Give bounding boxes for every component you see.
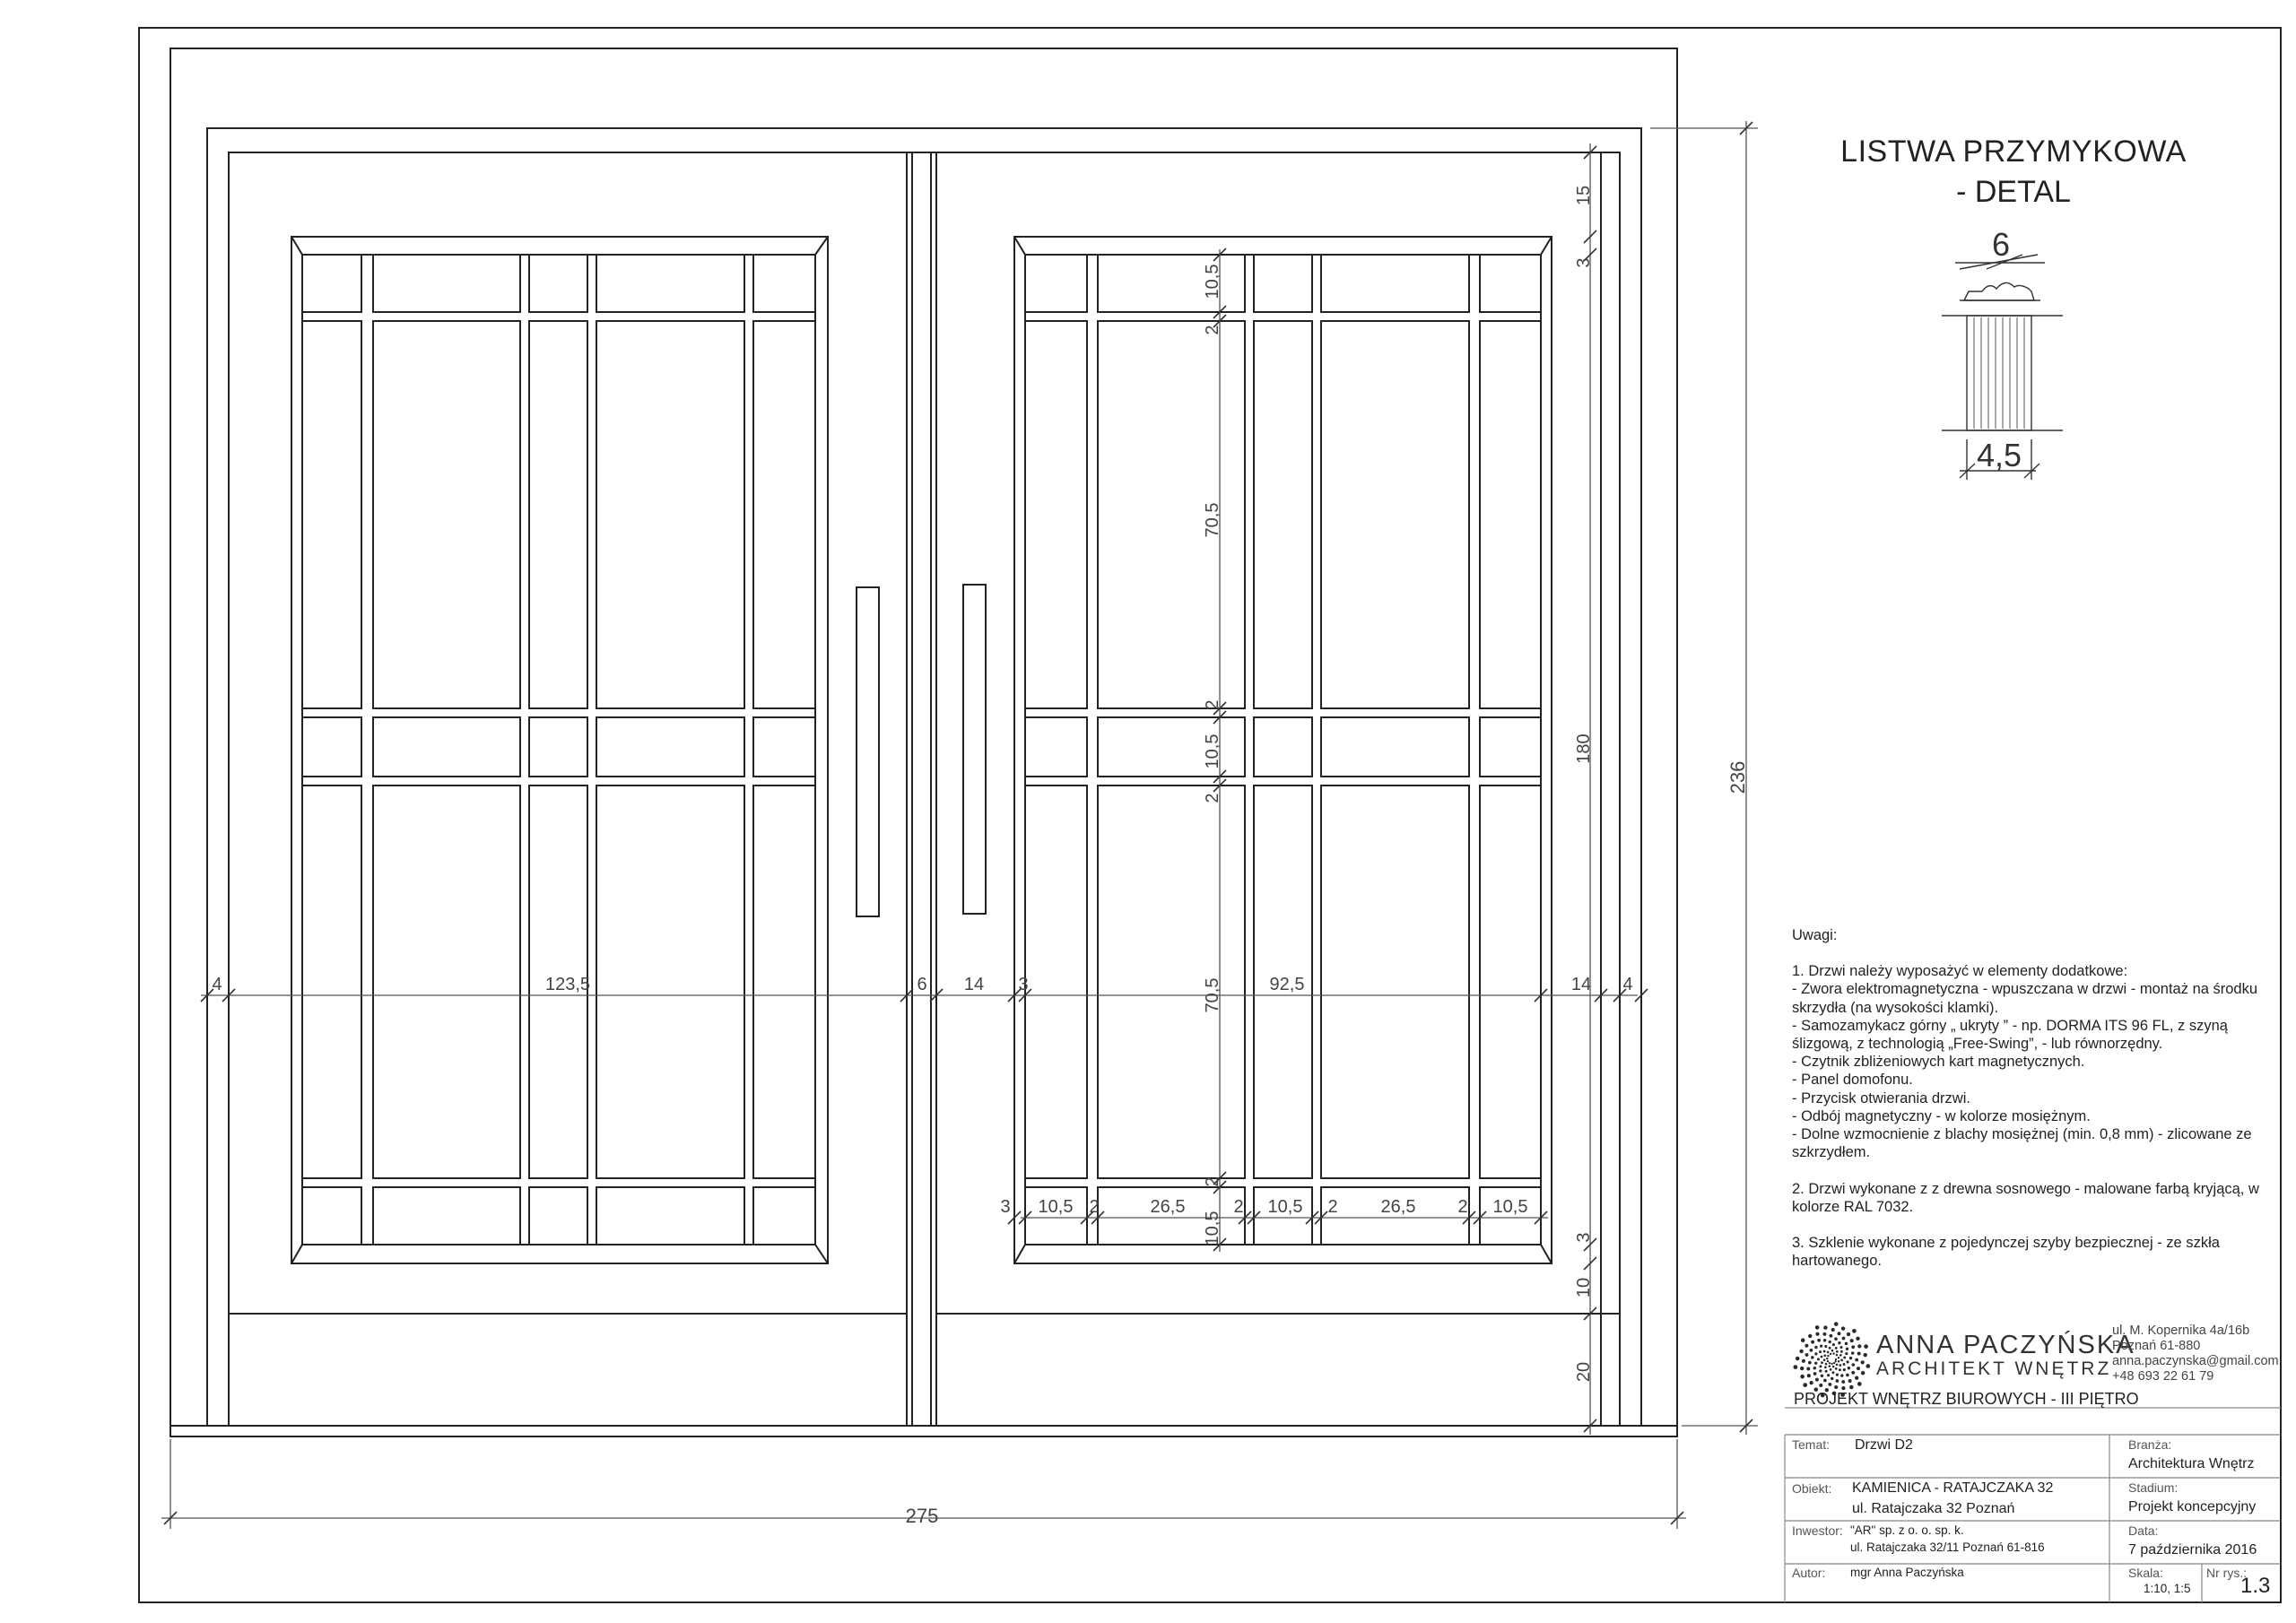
logo-dot (1815, 1325, 1820, 1330)
logo-dot (1857, 1382, 1862, 1386)
glass-pane (302, 1187, 361, 1245)
inwestor-label: Inwestor: (1792, 1523, 1843, 1538)
logo-dot (1829, 1362, 1831, 1364)
dim-right-14b: 14 (1570, 975, 1592, 994)
notes-line: 3. Szklenie wykonane z pojedynczej szyby bezpiecznej - ze szkła (1792, 1235, 2220, 1252)
glass-pane (596, 717, 744, 777)
logo-dot (1823, 1325, 1827, 1329)
logo-dot (1863, 1353, 1866, 1357)
notes-line: - Dolne wzmocnienie z blachy mosiężnej (min. 0,8 mm) - zlicowane ze (1792, 1126, 2252, 1143)
glass-pane (1480, 255, 1541, 312)
logo-dot (1815, 1332, 1819, 1336)
logo-dot (1813, 1372, 1817, 1376)
glass-pane (1480, 717, 1541, 777)
logo-dot (1840, 1374, 1843, 1376)
dim-left-width: 123,5 (544, 975, 591, 994)
glass-pane (1025, 717, 1087, 777)
nr-label: Nr rys.: (2206, 1566, 2248, 1580)
notes-line: 1. Drzwi należy wyposażyć w elementy dodatkowe: (1792, 963, 2128, 980)
logo-dot (1823, 1339, 1827, 1342)
logo-dot (1855, 1376, 1858, 1380)
logo-dot (1843, 1363, 1846, 1366)
temat-label: Temat: (1792, 1437, 1831, 1452)
drawing-number: 1.3 (2240, 1574, 2271, 1598)
logo-dot (1829, 1341, 1831, 1343)
glass-pane (1098, 321, 1245, 708)
glass-pane (1321, 321, 1469, 708)
contact-phone: +48 693 22 61 79 (2112, 1369, 2214, 1384)
skala-value: 1:10, 1:5 (2144, 1582, 2191, 1595)
logo-dot (1817, 1339, 1821, 1342)
dim-g-10-5c: 10,5 (1203, 1211, 1222, 1246)
logo-dot (1817, 1358, 1820, 1360)
dim-g-2a: 2 (1203, 325, 1222, 335)
branza-value: Architektura Wnętrz (2128, 1456, 2255, 1471)
logo-dot (1847, 1332, 1850, 1336)
logo-dot (1836, 1350, 1839, 1353)
dim-h-3: 3 (1000, 1197, 1011, 1217)
data-label: Data: (2128, 1523, 2159, 1538)
logo-dot (1842, 1337, 1846, 1341)
logo-dot (1840, 1350, 1843, 1353)
logo-dot (1799, 1350, 1803, 1353)
logo-dot (1832, 1371, 1835, 1374)
logo-dot (1839, 1364, 1841, 1367)
logo-dot (1800, 1367, 1804, 1370)
logo-name: ANNA PACZYŃSKA (1876, 1331, 2135, 1359)
logo-dot (1849, 1385, 1854, 1390)
logo-dot (1850, 1339, 1854, 1342)
logo-dot (1852, 1363, 1856, 1367)
dim-mullion: 6 (917, 975, 927, 994)
glass-pane (373, 785, 520, 1178)
dim-g-70-5b: 70,5 (1203, 977, 1222, 1013)
logo-dot (1864, 1344, 1868, 1349)
logo-dot (1819, 1369, 1822, 1372)
logo-dot (1857, 1351, 1861, 1355)
skala-label: Skala: (2128, 1566, 2163, 1580)
logo-dot (1857, 1344, 1861, 1348)
logo-dot (1856, 1337, 1859, 1341)
glass-pane (753, 321, 815, 708)
glass-pane (1254, 321, 1312, 708)
right-glazing-panel (1014, 237, 1552, 1263)
temat-value: Drzwi D2 (1855, 1437, 1913, 1453)
glass-pane (373, 1187, 520, 1245)
logo-dot (1821, 1361, 1823, 1364)
glass-pane (1098, 717, 1245, 777)
logo-dot (1847, 1360, 1849, 1363)
logo-dot (1813, 1367, 1816, 1369)
left-glazing-panel (291, 237, 828, 1263)
glass-pane (529, 717, 587, 777)
glass-pane (596, 785, 744, 1178)
logo-dot (1823, 1358, 1826, 1361)
logo-dot (1836, 1379, 1839, 1383)
notes-line: szkrzydłem. (1792, 1144, 1871, 1161)
obiekt-label: Obiekt: (1792, 1481, 1832, 1496)
logo-dot (1802, 1359, 1805, 1363)
logo-dot (1814, 1352, 1817, 1355)
notes-line: - Panel domofonu. (1792, 1072, 1913, 1089)
notes-line: - Przycisk otwierania drzwi. (1792, 1089, 1970, 1107)
notes-line: hartowanego. (1792, 1253, 1882, 1270)
logo-dot (1824, 1367, 1827, 1369)
logo-dot (1806, 1367, 1810, 1371)
logo-dot (1835, 1367, 1838, 1370)
threshold (170, 1426, 1677, 1436)
logo-dot (1829, 1365, 1831, 1367)
logo-dot (1805, 1353, 1809, 1357)
glass-pane (1254, 717, 1312, 777)
detail-dim-top: 6 (1991, 226, 2011, 263)
glass-pane (373, 255, 520, 312)
logo-dot (1820, 1344, 1822, 1347)
logo-dot (1826, 1358, 1828, 1359)
notes-line (1792, 1161, 2267, 1179)
glass-pane (1321, 717, 1469, 777)
dim-h-26-5b: 26,5 (1380, 1197, 1416, 1217)
detail-subtitle: - DETAL (1956, 175, 2071, 209)
logo-dot (1828, 1383, 1831, 1386)
glass-pane (373, 321, 520, 708)
glass-pane (1098, 255, 1245, 312)
glass-pane (302, 255, 361, 312)
logo-subtitle: ARCHITEKT WNĘTRZ (1876, 1358, 2112, 1379)
logo-dot (1852, 1329, 1857, 1333)
logo-dot (1851, 1371, 1855, 1375)
glass-pane (596, 1187, 744, 1245)
notes-line: - Odbój magnetyczny - w kolorze mosiężnym. (1792, 1107, 2091, 1124)
logo-dot (1831, 1328, 1835, 1332)
glass-pane (753, 255, 815, 312)
logo-dot (1832, 1352, 1834, 1354)
logo-dot (1821, 1375, 1823, 1377)
glass-pane (596, 255, 744, 312)
logo-dot (1805, 1344, 1808, 1348)
logo-dot (1848, 1379, 1852, 1383)
logo-dot (1846, 1374, 1849, 1377)
logo-dot (1810, 1349, 1813, 1352)
logo-dot (1825, 1363, 1828, 1366)
logo-dot (1819, 1384, 1822, 1387)
dim-v-15: 15 (1574, 185, 1594, 206)
notes-line: skrzydła (na wysokości klamki). (1792, 999, 1999, 1016)
glass-pane (753, 1187, 815, 1245)
dim-g-2b: 2 (1203, 699, 1222, 710)
logo-dot (1832, 1366, 1835, 1368)
obiekt-value-2: ul. Ratajczaka 32 Poznań (1852, 1501, 2015, 1516)
dim-v-10: 10 (1574, 1277, 1594, 1298)
project-title: PROJEKT WNĘTRZ BIUROWYCH - III PIĘTRO (1794, 1390, 2139, 1408)
notes-lines (1792, 962, 2267, 1270)
dim-h-26-5a: 26,5 (1150, 1197, 1186, 1217)
logo-dot (1811, 1341, 1814, 1344)
logo-dot (1861, 1371, 1866, 1376)
notes-line: kolorze RAL 7032. (1792, 1198, 1914, 1215)
logo-dot (1834, 1337, 1838, 1341)
stadium-label: Stadium: (2128, 1480, 2179, 1495)
dim-overall-width: 275 (905, 1505, 939, 1527)
logo-dot (1809, 1381, 1813, 1384)
glass-pane (529, 1187, 587, 1245)
notes-line: 2. Drzwi wykonane z z drewna sosnowego - malowane farbą kryjącą, w (1792, 1180, 2259, 1197)
dim-h-2d: 2 (1457, 1197, 1468, 1217)
glass-pane (1321, 255, 1469, 312)
logo-dot (1866, 1364, 1870, 1368)
right-door-handle (963, 585, 986, 914)
glass-pane (1321, 785, 1469, 1178)
logo-dot (1831, 1350, 1834, 1352)
logo-dot (1825, 1370, 1828, 1373)
logo-dot (1822, 1332, 1826, 1336)
logo-dot (1851, 1351, 1855, 1355)
glass-pane (373, 717, 520, 777)
dim-right-3: 3 (1018, 975, 1029, 994)
notes-line: - Zwora elektromagnetyczna - wpuszczana w drzwi - montaż na środku (1792, 981, 2258, 998)
notes-line (1792, 1216, 2267, 1234)
logo-dot (1801, 1338, 1805, 1342)
glass-pane (753, 785, 815, 1178)
dim-v-20: 20 (1574, 1361, 1594, 1383)
glass-pane (1480, 785, 1541, 1178)
glass-pane (1025, 785, 1087, 1178)
glass-pane (302, 785, 361, 1178)
notes-block (1792, 926, 2267, 1271)
right-glazing-grid (1025, 255, 1541, 1245)
dim-h-2a: 2 (1089, 1197, 1100, 1217)
logo-dot (1830, 1334, 1833, 1338)
dim-right-14a: 14 (963, 975, 985, 994)
glass-pane (529, 255, 587, 312)
dim-h-10-5c: 10,5 (1492, 1197, 1528, 1217)
logo-dot (1849, 1357, 1852, 1359)
logo-dot (1836, 1374, 1839, 1376)
logo-dot (1823, 1350, 1826, 1353)
logo-dot (1814, 1362, 1817, 1365)
logo-dot (1835, 1360, 1837, 1362)
logo-dot (1835, 1358, 1837, 1360)
dim-g-2c: 2 (1203, 793, 1222, 803)
logo-dot (1811, 1356, 1813, 1358)
logo-dot (1815, 1378, 1819, 1382)
dim-v-3a: 3 (1574, 257, 1594, 268)
logo-dot (1803, 1383, 1807, 1387)
logo-dot (1839, 1354, 1842, 1357)
logo-dot (1839, 1346, 1842, 1349)
logo-dot (1841, 1326, 1845, 1330)
logo-dot (1831, 1363, 1832, 1365)
autor-label: Autor: (1792, 1566, 1826, 1580)
logo-dot (1834, 1385, 1838, 1389)
door-frame-inner (229, 152, 1620, 1426)
logo-dot (1846, 1348, 1848, 1350)
notes-line: - Samozamykacz górny „ ukryty ” - np. DORMA ITS 96 FL, z szyną (1792, 1017, 2228, 1034)
glass-pane (529, 321, 587, 708)
logo-dot (1831, 1377, 1833, 1380)
logo-dot (1824, 1345, 1827, 1348)
glass-pane (302, 717, 361, 777)
left-door-handle (857, 587, 879, 916)
dim-v-180: 180 (1574, 733, 1594, 764)
inwestor-value-1: "AR" sp. z o. o. sp. k. (1850, 1523, 1964, 1537)
glass-pane (1025, 321, 1087, 708)
inwestor-value-2: ul. Ratajczaka 32/11 Poznań 61-816 (1850, 1541, 2045, 1554)
dim-overall-height: 236 (1726, 760, 1749, 794)
glass-pane (1025, 255, 1087, 312)
autor-value: mgr Anna Paczyńska (1850, 1566, 1964, 1579)
dim-h-10-5a: 10,5 (1038, 1197, 1074, 1217)
dim-h-10-5b: 10,5 (1267, 1197, 1303, 1217)
logo-dot (1823, 1354, 1826, 1357)
logo-dot (1827, 1355, 1829, 1357)
logo-dot (1794, 1365, 1798, 1369)
logo-dot (1843, 1356, 1846, 1358)
glass-pane (1254, 255, 1312, 312)
logo-dot (1814, 1346, 1818, 1350)
left-glazing-grid (302, 255, 815, 1245)
glass-pane (753, 717, 815, 777)
logo-dot (1830, 1353, 1831, 1355)
dim-g-2d: 2 (1203, 1176, 1222, 1187)
logo-dot (1836, 1364, 1839, 1367)
stadium-value: Projekt koncepcyjny (2128, 1499, 2257, 1515)
logo-dot (1843, 1368, 1846, 1371)
logo-dot (1835, 1347, 1838, 1350)
detail-wood-grain (1974, 317, 2024, 429)
dim-g-70-5a: 70,5 (1203, 502, 1222, 538)
detail-title: LISTWA PRZYMYKOWA (1840, 135, 2187, 169)
logo-dot (1829, 1347, 1831, 1350)
logo-dot (1845, 1352, 1848, 1355)
dim-v-3b: 3 (1574, 1232, 1594, 1243)
logo-dot (1838, 1332, 1841, 1335)
branza-label: Branża: (2128, 1437, 2172, 1452)
logo-dot (1827, 1374, 1830, 1376)
dim-right-width: 92,5 (1269, 975, 1305, 994)
logo-dot (1832, 1343, 1835, 1346)
logo-dot (1845, 1342, 1848, 1346)
notes-line: ślizgową, z technologią „Free-Swing”, - lub równorzędny. (1792, 1036, 2163, 1053)
data-value: 7 października 2016 (2128, 1542, 2257, 1558)
logo-dot (1838, 1360, 1840, 1363)
logo-dot (1851, 1345, 1855, 1349)
logo-dot (1839, 1368, 1841, 1371)
obiekt-value-1: KAMIENICA - RATAJCZAKA 32 (1852, 1480, 2054, 1496)
glass-pane (1480, 321, 1541, 708)
logo-dot (1836, 1354, 1838, 1356)
logo-dot (1861, 1360, 1865, 1364)
logo-dot (1830, 1368, 1832, 1371)
dimension-labels (212, 186, 2022, 1527)
dimension-lines (161, 121, 1758, 1529)
logo-dot (1808, 1334, 1812, 1338)
logo-dot (1800, 1375, 1805, 1379)
dim-h-2b: 2 (1233, 1197, 1244, 1217)
contact-address: ul. M. Kopernika 4a/16b (2112, 1324, 2250, 1338)
glass-pane (302, 321, 361, 708)
glass-pane (596, 321, 744, 708)
dim-right-4: 4 (1622, 975, 1633, 994)
logo-dot (1819, 1365, 1822, 1367)
logo-dot (1796, 1357, 1800, 1361)
contact-city: Poznań 61-880 (2112, 1339, 2201, 1353)
contact-block (2112, 1324, 2279, 1384)
logo-dot (1841, 1380, 1845, 1384)
logo-dot (1855, 1358, 1858, 1362)
dim-g-10-5a: 10,5 (1203, 264, 1222, 299)
dim-left-4: 4 (212, 975, 222, 994)
logo-dot (1827, 1351, 1830, 1354)
logo-dot (1838, 1357, 1839, 1358)
logo-dot (1838, 1341, 1840, 1344)
contact-email: anna.paczynska@gmail.com (2112, 1354, 2279, 1368)
logo-dot (1834, 1322, 1839, 1326)
notes-heading: Uwagi: (1792, 927, 1838, 943)
logo-dot (1827, 1360, 1829, 1362)
logo-dot (1833, 1362, 1835, 1364)
dim-g-10-5b: 10,5 (1203, 733, 1222, 769)
detail-dim-bottom: 4,5 (1976, 437, 2022, 473)
logo-dot (1819, 1350, 1822, 1353)
logo-dot (1821, 1356, 1823, 1358)
logo-dot (1823, 1379, 1827, 1383)
logo-dot (1857, 1367, 1860, 1370)
dim-h-2c: 2 (1327, 1197, 1338, 1217)
notes-line: - Czytnik zbliżeniowych kart magnetycznych. (1792, 1054, 2085, 1071)
logo-dots-icon (1794, 1322, 1871, 1397)
logo-dot (1840, 1359, 1843, 1362)
logo-dot (1807, 1374, 1811, 1377)
logo-dot (1808, 1361, 1812, 1365)
logo-dot (1848, 1367, 1850, 1369)
glass-pane (1098, 785, 1245, 1178)
